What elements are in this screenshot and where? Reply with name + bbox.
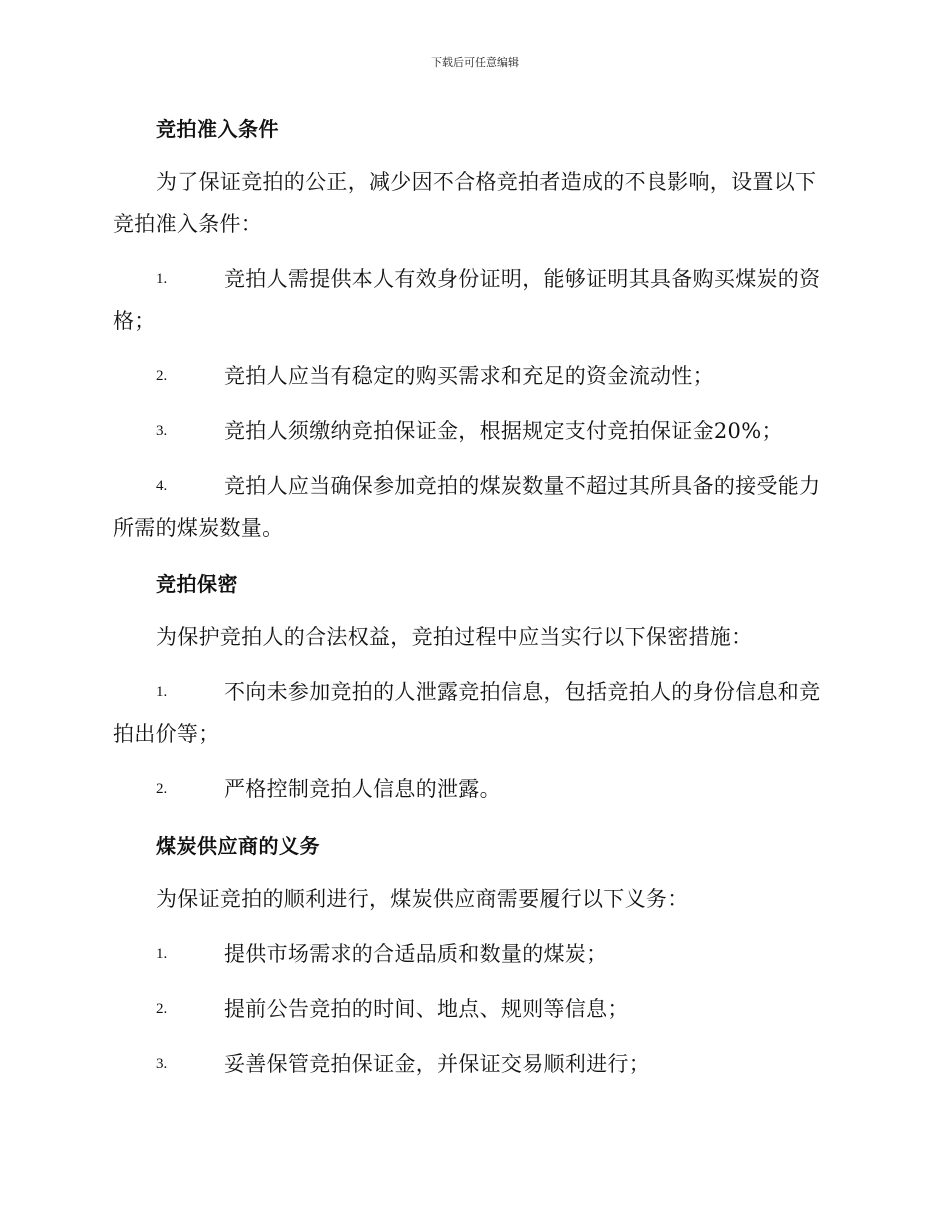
list-text: 不向未参加竞拍的人泄露竞拍信息，包括竞拍人的身份信息和竞拍出价等；: [113, 680, 821, 746]
list-number: 1.: [156, 271, 168, 287]
list-item: [113, 988, 835, 1030]
page-header: 下载后可任意编辑: [431, 56, 519, 69]
section-heading: 竞拍准入条件: [156, 117, 279, 141]
list-item: [113, 933, 835, 975]
list-text: 提供市场需求的合适品质和数量的煤炭；: [224, 942, 608, 966]
list-number: 2.: [156, 1001, 168, 1017]
list-text: 严格控制竞拍人信息的泄露。: [224, 777, 501, 801]
list-number: 2.: [156, 368, 168, 384]
list-number: 2.: [156, 781, 168, 797]
list-number: 3.: [156, 1056, 168, 1072]
list-item: [113, 355, 835, 397]
list-item: [113, 465, 835, 549]
list-number: 4.: [156, 478, 168, 494]
list-text: 竞拍人应当确保参加竞拍的煤炭数量不超过其所具备的接受能力所需的煤炭数量。: [113, 474, 821, 540]
list-number: 1.: [156, 946, 168, 962]
list-text: 提前公告竞拍的时间、地点、规则等信息；: [224, 997, 629, 1021]
list-item: [113, 768, 835, 810]
list-item: [113, 1043, 835, 1085]
list-text: 竞拍人应当有稳定的购买需求和充足的资金流动性；: [224, 364, 714, 388]
section-heading: 竞拍保密: [156, 572, 238, 596]
list-item: [113, 671, 835, 755]
section-intro: 为了保证竞拍的公正，减少因不合格竞拍者造成的不良影响，设置以下竞拍准入条件：: [113, 170, 817, 236]
list-item: [113, 410, 835, 452]
list-text: 竞拍人需提供本人有效身份证明，能够证明其具备购买煤炭的资格；: [113, 267, 821, 333]
section-heading: 煤炭供应商的义务: [156, 834, 320, 858]
list-item: [113, 258, 835, 342]
list-number: 1.: [156, 684, 168, 700]
section-intro: 为保护竞拍人的合法权益，竞拍过程中应当实行以下保密措施：: [156, 625, 753, 649]
list-text: 竞拍人须缴纳竞拍保证金，根据规定支付竞拍保证金20%；: [224, 419, 783, 443]
section-intro: 为保证竞拍的顺利进行，煤炭供应商需要履行以下义务：: [156, 887, 689, 911]
list-number: 3.: [156, 423, 168, 439]
list-text: 妥善保管竞拍保证金，并保证交易顺利进行；: [224, 1052, 650, 1076]
